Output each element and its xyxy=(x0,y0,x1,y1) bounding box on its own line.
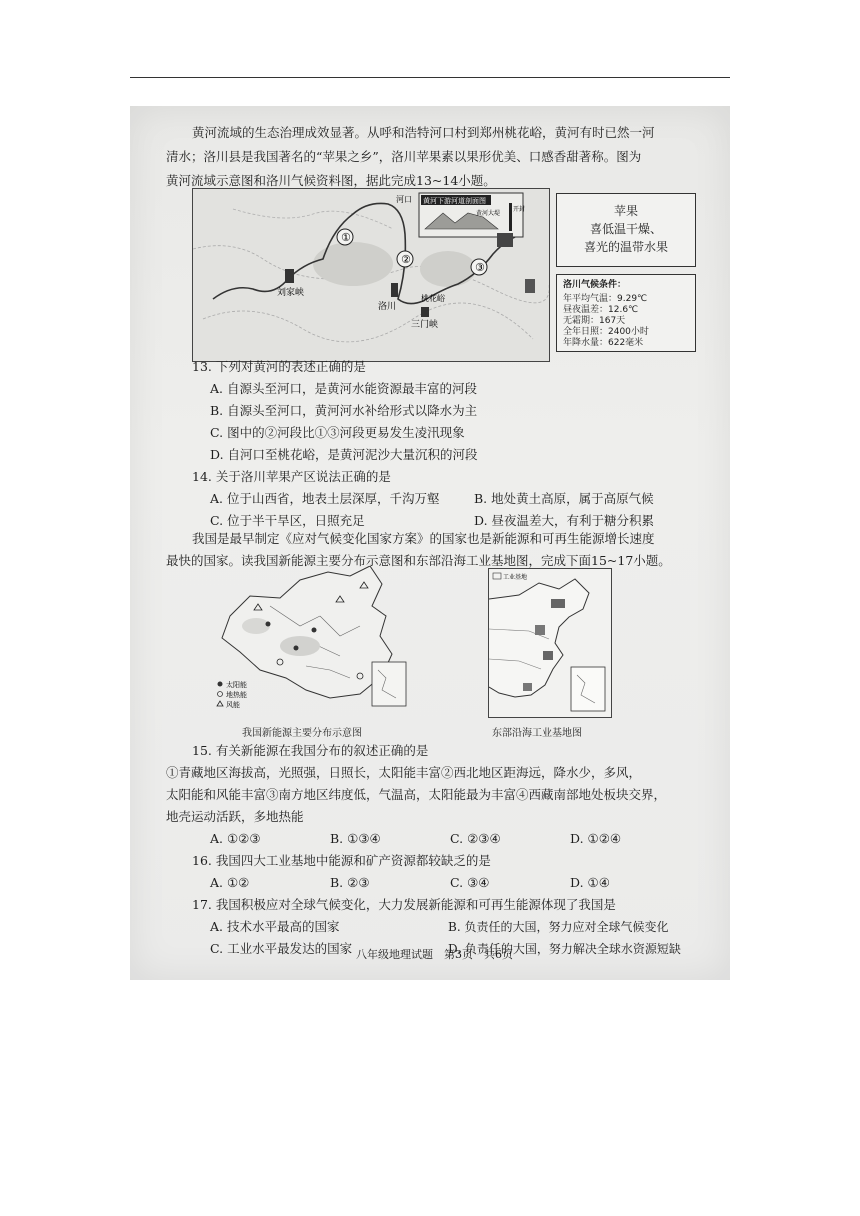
industry-legend-title: 工业基地 xyxy=(503,574,528,581)
climate-row: 昼夜温差：12.6℃ xyxy=(563,305,639,315)
east-coast-industry-map xyxy=(488,568,612,718)
inset-dike-label: 黄河大堤 xyxy=(476,210,501,217)
intro1-line2: 清水；洛川县是我国著名的“苹果之乡”，洛川苹果素以果形优美、口感香甜著称。图为 xyxy=(166,149,642,164)
q15-body-line3: 地壳运动活跃，多地热能 xyxy=(166,809,304,824)
hekou-label: 河口 xyxy=(396,195,412,204)
sanmenxia-label: 三门峡 xyxy=(411,320,439,330)
east-coast-industry-map-svg xyxy=(489,569,611,717)
q16-option-b: B. ②③ xyxy=(330,875,370,890)
q14-option-c: C. 位于半干旱区，日照充足 xyxy=(210,513,365,528)
legend-wind: 风能 xyxy=(226,701,240,709)
exam-page-photo xyxy=(130,106,730,980)
q14-option-a: A. 位于山西省，地表土层深厚，千沟万壑 xyxy=(210,491,440,506)
top-rule xyxy=(130,77,730,78)
q15-body-line2: 太阳能和风能丰富③南方地区纬度低，气温高，太阳能最为丰富④西藏南部地处板块交界， xyxy=(166,787,667,802)
apple-box-line3: 喜光的温带水果 xyxy=(583,240,668,254)
climate-row: 全年日照：2400小时 xyxy=(563,327,649,337)
q17-option-d: D. 负责任的大国，努力解决全球水资源短缺 xyxy=(448,942,681,956)
apple-info-box xyxy=(556,193,696,267)
china-new-energy-map xyxy=(210,566,420,716)
apple-box-line1: 苹果 xyxy=(613,204,638,218)
page-footer: 八年级地理试题 第3页 共6页 xyxy=(356,948,513,961)
q15-option-c: C. ②③④ xyxy=(450,831,501,846)
q14-stem: 14. 关于洛川苹果产区说法正确的是 xyxy=(192,469,391,484)
intro2-line2: 最快的国家。读我国新能源主要分布示意图和东部沿海工业基地图，完成下面15~17小题。 xyxy=(166,553,671,568)
q15-body-line1: ①青藏地区海拔高，光照强，日照长，太阳能丰富②西北地区距海远，降水少，多风， xyxy=(166,765,642,780)
q16-option-c: C. ③④ xyxy=(450,875,490,890)
legend-geothermal: 地热能 xyxy=(226,691,247,699)
china-new-energy-map-svg xyxy=(210,566,420,716)
luochuan-climate-box xyxy=(556,274,696,352)
legend-solar: 太阳能 xyxy=(226,681,247,689)
q14-option-d: D. 昼夜温差大，有利于糖分积累 xyxy=(474,513,655,528)
climate-row: 无霜期：167天 xyxy=(563,316,626,326)
climate-row: 年平均气温：9.29℃ xyxy=(563,294,648,304)
china-map-caption: 我国新能源主要分布示意图 xyxy=(242,728,362,739)
intro1-line1: 黄河流域的生态治理成效显著。从呼和浩特河口村到郑州桃花峪，黄河有时已然一河 xyxy=(192,125,655,140)
q16-option-d: D. ①④ xyxy=(570,875,610,890)
q15-stem: 15. 有关新能源在我国分布的叙述正确的是 xyxy=(192,743,429,758)
climate-title: 洛川气候条件： xyxy=(563,280,627,290)
q14-option-b: B. 地处黄土高原，属于高原气候 xyxy=(474,491,654,506)
inset-title: 黄河下游河道剖面图 xyxy=(423,197,486,205)
taohuayu-label: 桃花峪 xyxy=(421,294,445,303)
circle-1-label: ① xyxy=(341,231,351,244)
circle-2-label: ② xyxy=(401,253,411,266)
q17-stem: 17. 我国积极应对全球气候变化，大力发展新能源和可再生能源体现了我国是 xyxy=(192,897,616,912)
yellow-river-map-svg xyxy=(193,189,549,361)
q13-option-c: C. 图中的②河段比①③河段更易发生凌汛现象 xyxy=(210,425,465,440)
luochuan-label: 洛川 xyxy=(378,302,397,312)
intro1-line3: 黄河流域示意图和洛川气候资料图，据此完成13~14小题。 xyxy=(166,173,496,188)
q13-option-b: B. 自源头至河口，黄河河水补给形式以降水为主 xyxy=(210,403,478,418)
q13-option-d: D. 自河口至桃花峪，是黄河泥沙大量沉积的河段 xyxy=(210,447,478,462)
q15-option-b: B. ①③④ xyxy=(330,831,381,846)
q13-option-a: A. 自源头至河口，是黄河水能资源最丰富的河段 xyxy=(210,381,477,396)
q16-stem: 16. 我国四大工业基地中能源和矿产资源都较缺乏的是 xyxy=(192,853,491,868)
yellow-river-map xyxy=(192,188,550,362)
apple-box-line2: 喜低温干燥、 xyxy=(589,222,662,236)
climate-row: 年降水量：622毫米 xyxy=(563,338,644,348)
q15-option-d: D. ①②④ xyxy=(570,831,622,846)
circle-3-label: ③ xyxy=(475,261,485,274)
q17-option-b: B. 负责任的大国，努力应对全球气候变化 xyxy=(448,920,669,934)
q17-option-a: A. 技术水平最高的国家 xyxy=(210,919,340,934)
inset-kaifeng-label: 开封 xyxy=(513,206,526,213)
liujiaxia-label: 刘家峡 xyxy=(277,288,305,298)
q17-option-c: C. 工业水平最发达的国家 xyxy=(210,941,353,956)
q13-stem: 13. 下列对黄河的表述正确的是 xyxy=(192,359,366,374)
east-coast-map-caption: 东部沿海工业基地图 xyxy=(492,728,582,739)
q15-option-a: A. ①②③ xyxy=(210,831,261,846)
intro2-line1: 我国是最早制定《应对气候变化国家方案》的国家也是新能源和可再生能源增长速度 xyxy=(192,531,655,546)
q16-option-a: A. ①② xyxy=(210,875,250,890)
